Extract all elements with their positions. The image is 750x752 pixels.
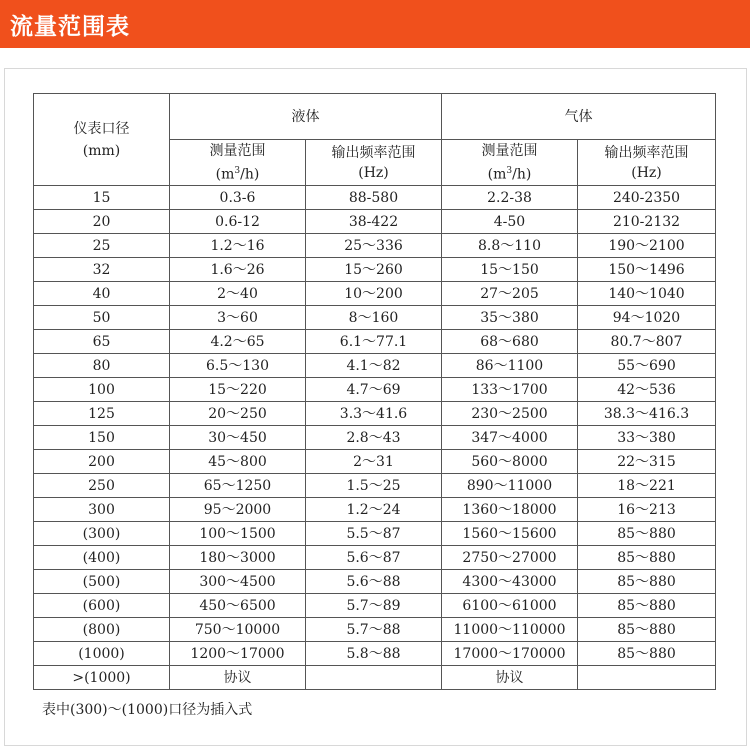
cell-liquid-range: 2～40 (170, 282, 306, 306)
cell-diameter: (400) (34, 546, 170, 570)
table-row (34, 618, 716, 642)
cell-liquid-range: 6.5～130 (170, 354, 306, 378)
cell-liquid-range: 30～450 (170, 426, 306, 450)
table-row (34, 522, 716, 546)
table-row (34, 594, 716, 618)
table-row (34, 426, 716, 450)
cell-liquid-freq: 4.1～82 (306, 354, 442, 378)
cell-diameter: 80 (34, 354, 170, 378)
cell-liquid-freq: 1.2～24 (306, 498, 442, 522)
cell-liquid-range: 1.2～16 (170, 234, 306, 258)
cell-liquid-freq: 5.7～89 (306, 594, 442, 618)
cell-liquid-freq: 5.7～88 (306, 618, 442, 642)
table-row (34, 450, 716, 474)
cell-diameter: 50 (34, 306, 170, 330)
cell-gas-freq: 150～1496 (578, 258, 716, 282)
header-freq-label: 输出频率范围 (331, 144, 416, 161)
page-title: 流量范围表 (10, 14, 130, 40)
cell-liquid-range: 95～2000 (170, 498, 306, 522)
cell-diameter: >(1000) (34, 666, 170, 690)
cell-liquid-range: 100～1500 (170, 522, 306, 546)
table-row (34, 354, 716, 378)
table-row (34, 234, 716, 258)
header-banner (0, 0, 750, 48)
cell-liquid-range: 300～4500 (170, 570, 306, 594)
header-diameter (34, 94, 170, 186)
cell-liquid-freq: 4.7～69 (306, 378, 442, 402)
cell-diameter: 125 (34, 402, 170, 426)
cell-gas-freq: 85～880 (578, 594, 716, 618)
cell-gas-freq: 33～380 (578, 426, 716, 450)
cell-gas-freq: 85～880 (578, 570, 716, 594)
table-row (34, 402, 716, 426)
cell-gas-range: 347～4000 (442, 426, 578, 450)
cell-diameter: 100 (34, 378, 170, 402)
cell-liquid-freq: 5.8～88 (306, 642, 442, 666)
cell-diameter: (1000) (34, 642, 170, 666)
flow-range-table (33, 93, 716, 690)
cell-gas-range: 1360～18000 (442, 498, 578, 522)
cell-gas-range: 1560～15600 (442, 522, 578, 546)
cell-gas-range: 560～8000 (442, 450, 578, 474)
table-header-group-row (34, 94, 716, 140)
table-row (34, 474, 716, 498)
table-row (34, 378, 716, 402)
cell-gas-range: 68～680 (442, 330, 578, 354)
cell-liquid-range: 4.2～65 (170, 330, 306, 354)
header-gas-range (442, 140, 578, 186)
cell-liquid-range: 0.3-6 (170, 186, 306, 210)
table-row (34, 498, 716, 522)
table-row (34, 282, 716, 306)
cell-gas-freq: 16～213 (578, 498, 716, 522)
header-liquid: 液体 (170, 94, 442, 140)
header-diameter-unit: (mm) (82, 142, 121, 159)
cell-gas-freq: 18～221 (578, 474, 716, 498)
cell-liquid-freq: 2～31 (306, 450, 442, 474)
cell-gas-freq: 22～315 (578, 450, 716, 474)
cell-gas-range: 27～205 (442, 282, 578, 306)
cell-gas-freq: 190～2100 (578, 234, 716, 258)
cell-gas-range: 230～2500 (442, 402, 578, 426)
cell-gas-freq: 55～690 (578, 354, 716, 378)
cell-gas-range: 2.2-38 (442, 186, 578, 210)
cell-gas-freq: 80.7～807 (578, 330, 716, 354)
table-row (34, 570, 716, 594)
cell-diameter: (500) (34, 570, 170, 594)
cell-liquid-freq: 8～160 (306, 306, 442, 330)
cell-gas-range: 17000～170000 (442, 642, 578, 666)
cell-diameter: 200 (34, 450, 170, 474)
cell-liquid-freq: 5.5～87 (306, 522, 442, 546)
cell-gas-range: 11000～110000 (442, 618, 578, 642)
cell-liquid-range: 65～1250 (170, 474, 306, 498)
cell-diameter: 65 (34, 330, 170, 354)
cell-liquid-freq: 3.3～41.6 (306, 402, 442, 426)
header-range-label: 测量范围 (481, 142, 538, 159)
header-diameter-label: 仪表口径 (73, 120, 130, 137)
cell-gas-freq: 240-2350 (578, 186, 716, 210)
cell-gas-range: 133～1700 (442, 378, 578, 402)
cell-liquid-range: 750～10000 (170, 618, 306, 642)
header-liquid-range (170, 140, 306, 186)
table-row (34, 186, 716, 210)
header-gas: 气体 (442, 94, 716, 140)
cell-liquid-freq: 6.1～77.1 (306, 330, 442, 354)
cell-diameter: 150 (34, 426, 170, 450)
cell-gas-freq: 85～880 (578, 522, 716, 546)
cell-diameter: 32 (34, 258, 170, 282)
cell-gas-range: 35～380 (442, 306, 578, 330)
cell-liquid-freq: 88-580 (306, 186, 442, 210)
cell-liquid-freq: 25～336 (306, 234, 442, 258)
cell-liquid-range: 180～3000 (170, 546, 306, 570)
cell-liquid-range: 3～60 (170, 306, 306, 330)
cell-liquid-freq: 2.8～43 (306, 426, 442, 450)
header-freq-unit: (Hz) (358, 164, 389, 181)
cell-diameter: 15 (34, 186, 170, 210)
table-row (34, 258, 716, 282)
table-body (34, 186, 716, 690)
header-freq-unit: (Hz) (631, 164, 662, 181)
cell-gas-range: 86～1100 (442, 354, 578, 378)
header-gas-freq (578, 140, 716, 186)
cell-liquid-range: 15～220 (170, 378, 306, 402)
cell-gas-freq: 94～1020 (578, 306, 716, 330)
cell-liquid-freq: 5.6～88 (306, 570, 442, 594)
table-row (34, 642, 716, 666)
table-row (34, 666, 716, 690)
cell-liquid-range: 1.6～26 (170, 258, 306, 282)
cell-liquid-range: 协议 (170, 666, 306, 690)
header-freq-label: 输出频率范围 (604, 144, 689, 161)
table-row (34, 330, 716, 354)
cell-gas-freq: 140～1040 (578, 282, 716, 306)
cell-diameter: 20 (34, 210, 170, 234)
cell-gas-range: 4-50 (442, 210, 578, 234)
cell-gas-freq (578, 666, 716, 690)
cell-liquid-range: 45～800 (170, 450, 306, 474)
cell-liquid-freq: 1.5～25 (306, 474, 442, 498)
cell-gas-range: 8.8～110 (442, 234, 578, 258)
header-range-unit: $(m^3/h)$ (215, 165, 260, 183)
cell-diameter: (600) (34, 594, 170, 618)
header-range-unit: $(m^3/h)$ (487, 165, 532, 183)
cell-diameter: (800) (34, 618, 170, 642)
cell-diameter: 250 (34, 474, 170, 498)
cell-liquid-freq: 15～260 (306, 258, 442, 282)
cell-liquid-freq: 38-422 (306, 210, 442, 234)
header-liquid-freq (306, 140, 442, 186)
cell-diameter: 40 (34, 282, 170, 306)
cell-gas-freq: 210-2132 (578, 210, 716, 234)
cell-gas-freq: 85～880 (578, 546, 716, 570)
cell-gas-range: 2750～27000 (442, 546, 578, 570)
cell-liquid-range: 0.6-12 (170, 210, 306, 234)
cell-gas-range: 6100～61000 (442, 594, 578, 618)
table-row (34, 306, 716, 330)
cell-diameter: (300) (34, 522, 170, 546)
cell-gas-range: 15～150 (442, 258, 578, 282)
table-row (34, 546, 716, 570)
cell-liquid-range: 1200～17000 (170, 642, 306, 666)
cell-diameter: 300 (34, 498, 170, 522)
cell-diameter: 25 (34, 234, 170, 258)
header-range-label: 测量范围 (209, 142, 266, 159)
cell-liquid-range: 450～6500 (170, 594, 306, 618)
cell-liquid-range: 20～250 (170, 402, 306, 426)
cell-gas-range: 协议 (442, 666, 578, 690)
table-row (34, 210, 716, 234)
cell-gas-range: 4300～43000 (442, 570, 578, 594)
cell-liquid-freq: 10～200 (306, 282, 442, 306)
footnote: 表中(300)～(1000)口径为插入式 (42, 702, 253, 718)
cell-gas-freq: 42～536 (578, 378, 716, 402)
cell-liquid-freq (306, 666, 442, 690)
cell-gas-range: 890～11000 (442, 474, 578, 498)
cell-gas-freq: 38.3～416.3 (578, 402, 716, 426)
cell-gas-freq: 85～880 (578, 642, 716, 666)
cell-liquid-freq: 5.6～87 (306, 546, 442, 570)
cell-gas-freq: 85～880 (578, 618, 716, 642)
